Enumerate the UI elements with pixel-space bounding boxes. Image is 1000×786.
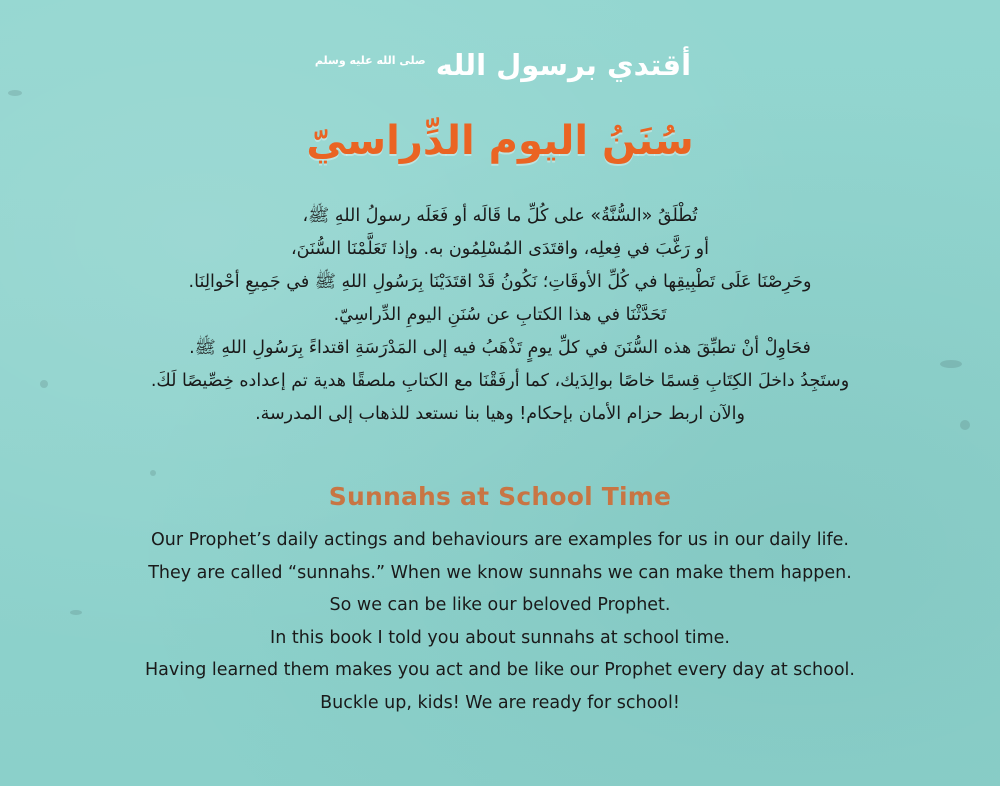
english-paragraph — [0, 524, 1000, 720]
arabic-line: وستَجِدُ داخلَ الكِتَابِ قِسمًا خاصًا بوالِدَيك، كما أرفَقْنَا مع الكتابِ ملصقًا هدية تم إعداده خِصِّيصًا لَكَ. — [150, 371, 850, 391]
series-title-text: أقتدي برسول الله — [435, 48, 692, 82]
arabic-line: فحَاوِلْ أنْ تطبِّقَ هذه السُّنَنَ في كلِّ يومٍ تَذْهَبُ فيه إلى المَدْرَسَةِ اقتداءً بِرَسُولِ اللهِ ﷺ. — [189, 338, 811, 358]
arabic-paragraph — [60, 200, 940, 431]
series-title — [0, 48, 1000, 82]
print-speck — [960, 420, 970, 430]
print-speck — [40, 380, 48, 388]
honorific-mark: صلى الله عليه وسلم — [314, 54, 426, 68]
english-line: In this book I told you about sunnahs at school time. — [270, 627, 730, 648]
english-line: Our Prophet’s daily actings and behaviours are examples for us in our daily life. — [151, 530, 849, 550]
english-title: Sunnahs at School Time — [328, 482, 672, 511]
arabic-line: والآن اربط حزام الأمان بإحكام! وهيا بنا نستعد للذهاب إلى المدرسة. — [255, 404, 745, 424]
arabic-line: أو رَغَّبَ في فِعلِه، واقتَدَى المُسْلِمُون به. وإذا تَعَلَّمْنَا السُّنَنَ، — [291, 239, 709, 259]
print-speck — [940, 360, 962, 368]
english-line: Buckle up, kids! We are ready for school! — [320, 692, 680, 713]
arabic-line: تَحَدَّثْنَا في هذا الكتابِ عن سُنَنِ اليومِ الدِّراسِيّ. — [333, 305, 667, 325]
arabic-title: سُنَنُ اليوم الدِّراسيّ — [306, 118, 694, 164]
english-line: Having learned them makes you act and be like our Prophet every day at school. — [145, 660, 855, 681]
arabic-line: تُطْلَقُ «السُّنَّةُ» على كُلِّ ما قَالَه أو فَعَلَه رسولُ اللهِ ﷺ، — [302, 206, 698, 226]
english-line: They are called “sunnahs.” When we know sunnahs we can make them happen. — [148, 562, 852, 583]
print-speck — [8, 90, 22, 96]
print-speck — [150, 470, 156, 476]
english-line: So we can be like our beloved Prophet. — [329, 595, 671, 616]
arabic-line: وحَرِصْنَا عَلَى تَطْبِيقِها في كُلِّ الأوقَاتِ؛ نَكُونُ قَدْ اقتَدَيْنَا بِرَسُولِ اللهِ ﷺ في جَمِيعِ أحْوالِنَا. — [188, 272, 812, 292]
